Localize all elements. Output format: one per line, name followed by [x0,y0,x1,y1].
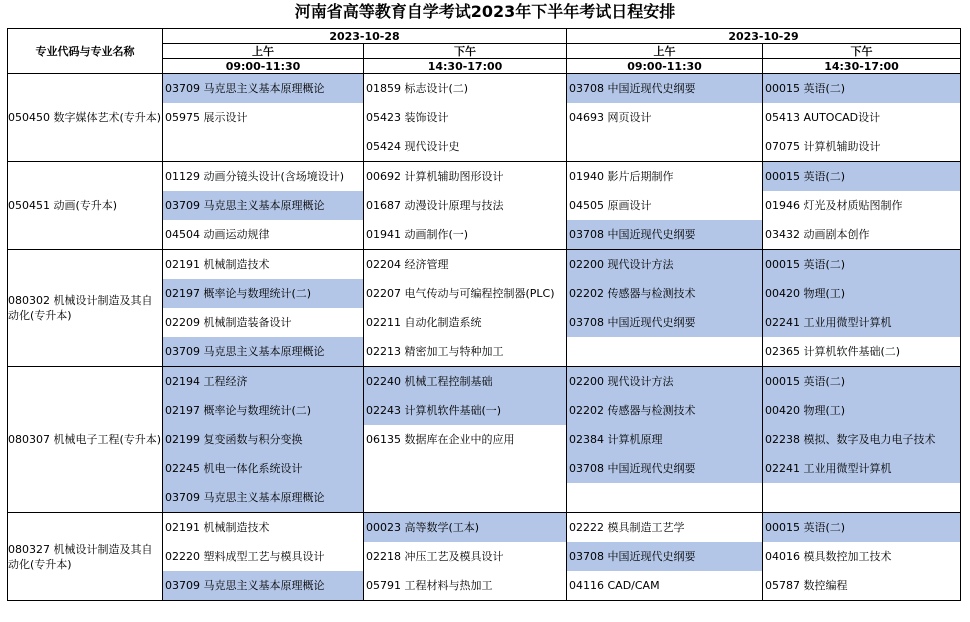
course-entry: 02200 现代设计方法 [567,367,762,396]
course-entry: 00015 英语(二) [763,162,960,191]
course-entry: 01859 标志设计(二) [366,82,469,95]
course-entry [163,132,363,161]
exam-slot [763,162,961,250]
exam-slot [364,74,567,162]
course-entry: 03708 中国近现代史纲要 [567,308,762,337]
exam-slot [567,367,763,513]
course-entry: 04504 动画运动规律 [165,228,270,241]
course-text: 02207 电气传动与可编程控制器(PLC) [366,287,555,300]
course-entry: 03708 中国近现代史纲要 [567,220,762,249]
course-entry: 03709 马克思主义基本原理概论 [163,483,363,512]
course-entry: 07075 计算机辅助设计 [765,140,881,153]
major-name: 080327 机械设计制造及其自动化(专升本) [8,513,163,601]
course-entry: 01946 灯光及材质贴图制作 [765,199,903,212]
course-entry: 02243 计算机软件基础(一) [364,396,566,425]
course-entry: 02202 传感器与检测技术 [567,396,762,425]
course-entry: 02245 机电一体化系统设计 [163,454,363,483]
course-entry: 02191 机械制造技术 [165,258,270,271]
course-entry: 01129 动画分镜头设计(含场境设计) [165,170,345,183]
course-entry: 00015 英语(二) [763,74,960,103]
exam-slot [364,162,567,250]
course-entry: 05423 装饰设计 [366,111,449,124]
major-name: 080302 机械设计制造及其自动化(专升本) [8,250,163,367]
course-entry [567,337,762,366]
course-entry: 05413 AUTOCAD设计 [765,111,881,124]
course-entry: 02220 塑料成型工艺与模具设计 [165,550,325,563]
course-entry: 02240 机械工程控制基础 [364,367,566,396]
course-entry: 05424 现代设计史 [366,140,460,153]
course-entry: 02200 现代设计方法 [567,250,762,279]
course-entry [567,483,762,512]
course-entry: 02213 精密加工与特种加工 [366,345,504,358]
pm-header: 下午 [364,44,567,59]
course-entry: 00015 英语(二) [763,250,960,279]
course-entry: 02209 机械制造装备设计 [165,316,292,329]
date-header-2: 2023-10-29 [567,29,961,44]
course-entry: 03708 中国近现代史纲要 [567,454,762,483]
course-entry: 02202 传感器与检测技术 [567,279,762,308]
exam-slot [364,250,567,367]
am-time-header: 09:00-11:30 [163,59,364,74]
major-name: 050451 动画(专升本) [8,162,163,250]
course-entry: 02241 工业用微型计算机 [763,454,960,483]
exam-slot [567,250,763,367]
pm-time-header: 14:30-17:00 [763,59,961,74]
course-entry: 03709 马克思主义基本原理概论 [163,337,363,366]
pm-time-header: 14:30-17:00 [364,59,567,74]
course-entry: 02211 自动化制造系统 [366,316,482,329]
course-entry: 00023 高等数学(工本) [364,513,566,542]
exam-slot [763,367,961,513]
course-entry [763,483,960,512]
course-entry [567,132,762,161]
course-entry: 00692 计算机辅助图形设计 [366,170,504,183]
course-entry: 02238 模拟、数字及电力电子技术 [763,425,960,454]
course-entry: 02204 经济管理 [366,258,449,271]
course-entry: 04016 模具数控加工技术 [765,550,892,563]
course-entry: 02199 复变函数与积分变换 [163,425,363,454]
course-entry: 05975 展示设计 [165,111,248,124]
am-header: 上午 [567,44,763,59]
course-entry [364,279,566,308]
major-name: 080307 机械电子工程(专升本) [8,367,163,513]
course-entry: 03708 中国近现代史纲要 [567,542,762,571]
exam-slot [763,250,961,367]
course-entry: 00015 英语(二) [763,367,960,396]
exam-slot [567,162,763,250]
course-entry: 06135 数据库在企业中的应用 [366,433,515,446]
course-entry: 04505 原画设计 [569,199,652,212]
course-entry: 04116 CAD/CAM [569,579,660,592]
course-entry: 03432 动画剧本创作 [765,228,870,241]
course-entry: 02222 模具制造工艺学 [569,521,685,534]
exam-slot [163,367,364,513]
course-entry: 00420 物理(工) [763,396,960,425]
exam-slot [163,513,364,601]
am-time-header: 09:00-11:30 [567,59,763,74]
major-name: 050450 数字媒体艺术(专升本) [8,74,163,162]
exam-schedule-table [7,28,961,601]
course-entry: 02197 概率论与数理统计(二) [163,279,363,308]
course-entry: 02191 机械制造技术 [165,521,270,534]
course-entry: 00420 物理(工) [763,279,960,308]
exam-slot [163,162,364,250]
course-entry: 02241 工业用微型计算机 [763,308,960,337]
page-title: 河南省高等教育自学考试2023年下半年考试日程安排 [294,2,676,21]
pm-header: 下午 [763,44,961,59]
major-row [8,250,961,367]
course-entry: 03709 马克思主义基本原理概论 [163,191,363,220]
course-entry: 01687 动漫设计原理与技法 [366,199,504,212]
course-entry: 04693 网页设计 [569,111,652,124]
exam-slot [567,74,763,162]
course-entry: 03709 马克思主义基本原理概论 [163,571,363,600]
course-entry: 01941 动画制作(一) [366,228,469,241]
exam-slot [163,74,364,162]
exam-slot [364,367,567,513]
course-entry: 03708 中国近现代史纲要 [567,74,762,103]
course-entry: 01940 影片后期制作 [569,170,674,183]
course-entry: 05791 工程材料与热加工 [366,579,493,592]
date-header-1: 2023-10-28 [163,29,567,44]
major-row [8,74,961,162]
exam-slot [763,513,961,601]
course-entry [364,454,566,483]
course-entry: 02365 计算机软件基础(二) [765,345,901,358]
am-header: 上午 [163,44,364,59]
course-entry: 00015 英语(二) [763,513,960,542]
major-column-header: 专业代码与专业名称 [8,29,163,74]
course-entry: 02194 工程经济 [163,367,363,396]
course-entry: 03709 马克思主义基本原理概论 [163,74,363,103]
exam-slot [763,74,961,162]
course-entry: 02218 冲压工艺及模具设计 [366,550,504,563]
exam-slot [567,513,763,601]
major-row [8,162,961,250]
course-entry [364,483,566,512]
course-entry: 02384 计算机原理 [567,425,762,454]
major-row [8,513,961,601]
exam-slot [163,250,364,367]
major-row [8,367,961,513]
schedule-body [8,74,961,601]
course-entry: 02197 概率论与数理统计(二) [163,396,363,425]
exam-slot [364,513,567,601]
course-entry: 05787 数控编程 [765,579,848,592]
